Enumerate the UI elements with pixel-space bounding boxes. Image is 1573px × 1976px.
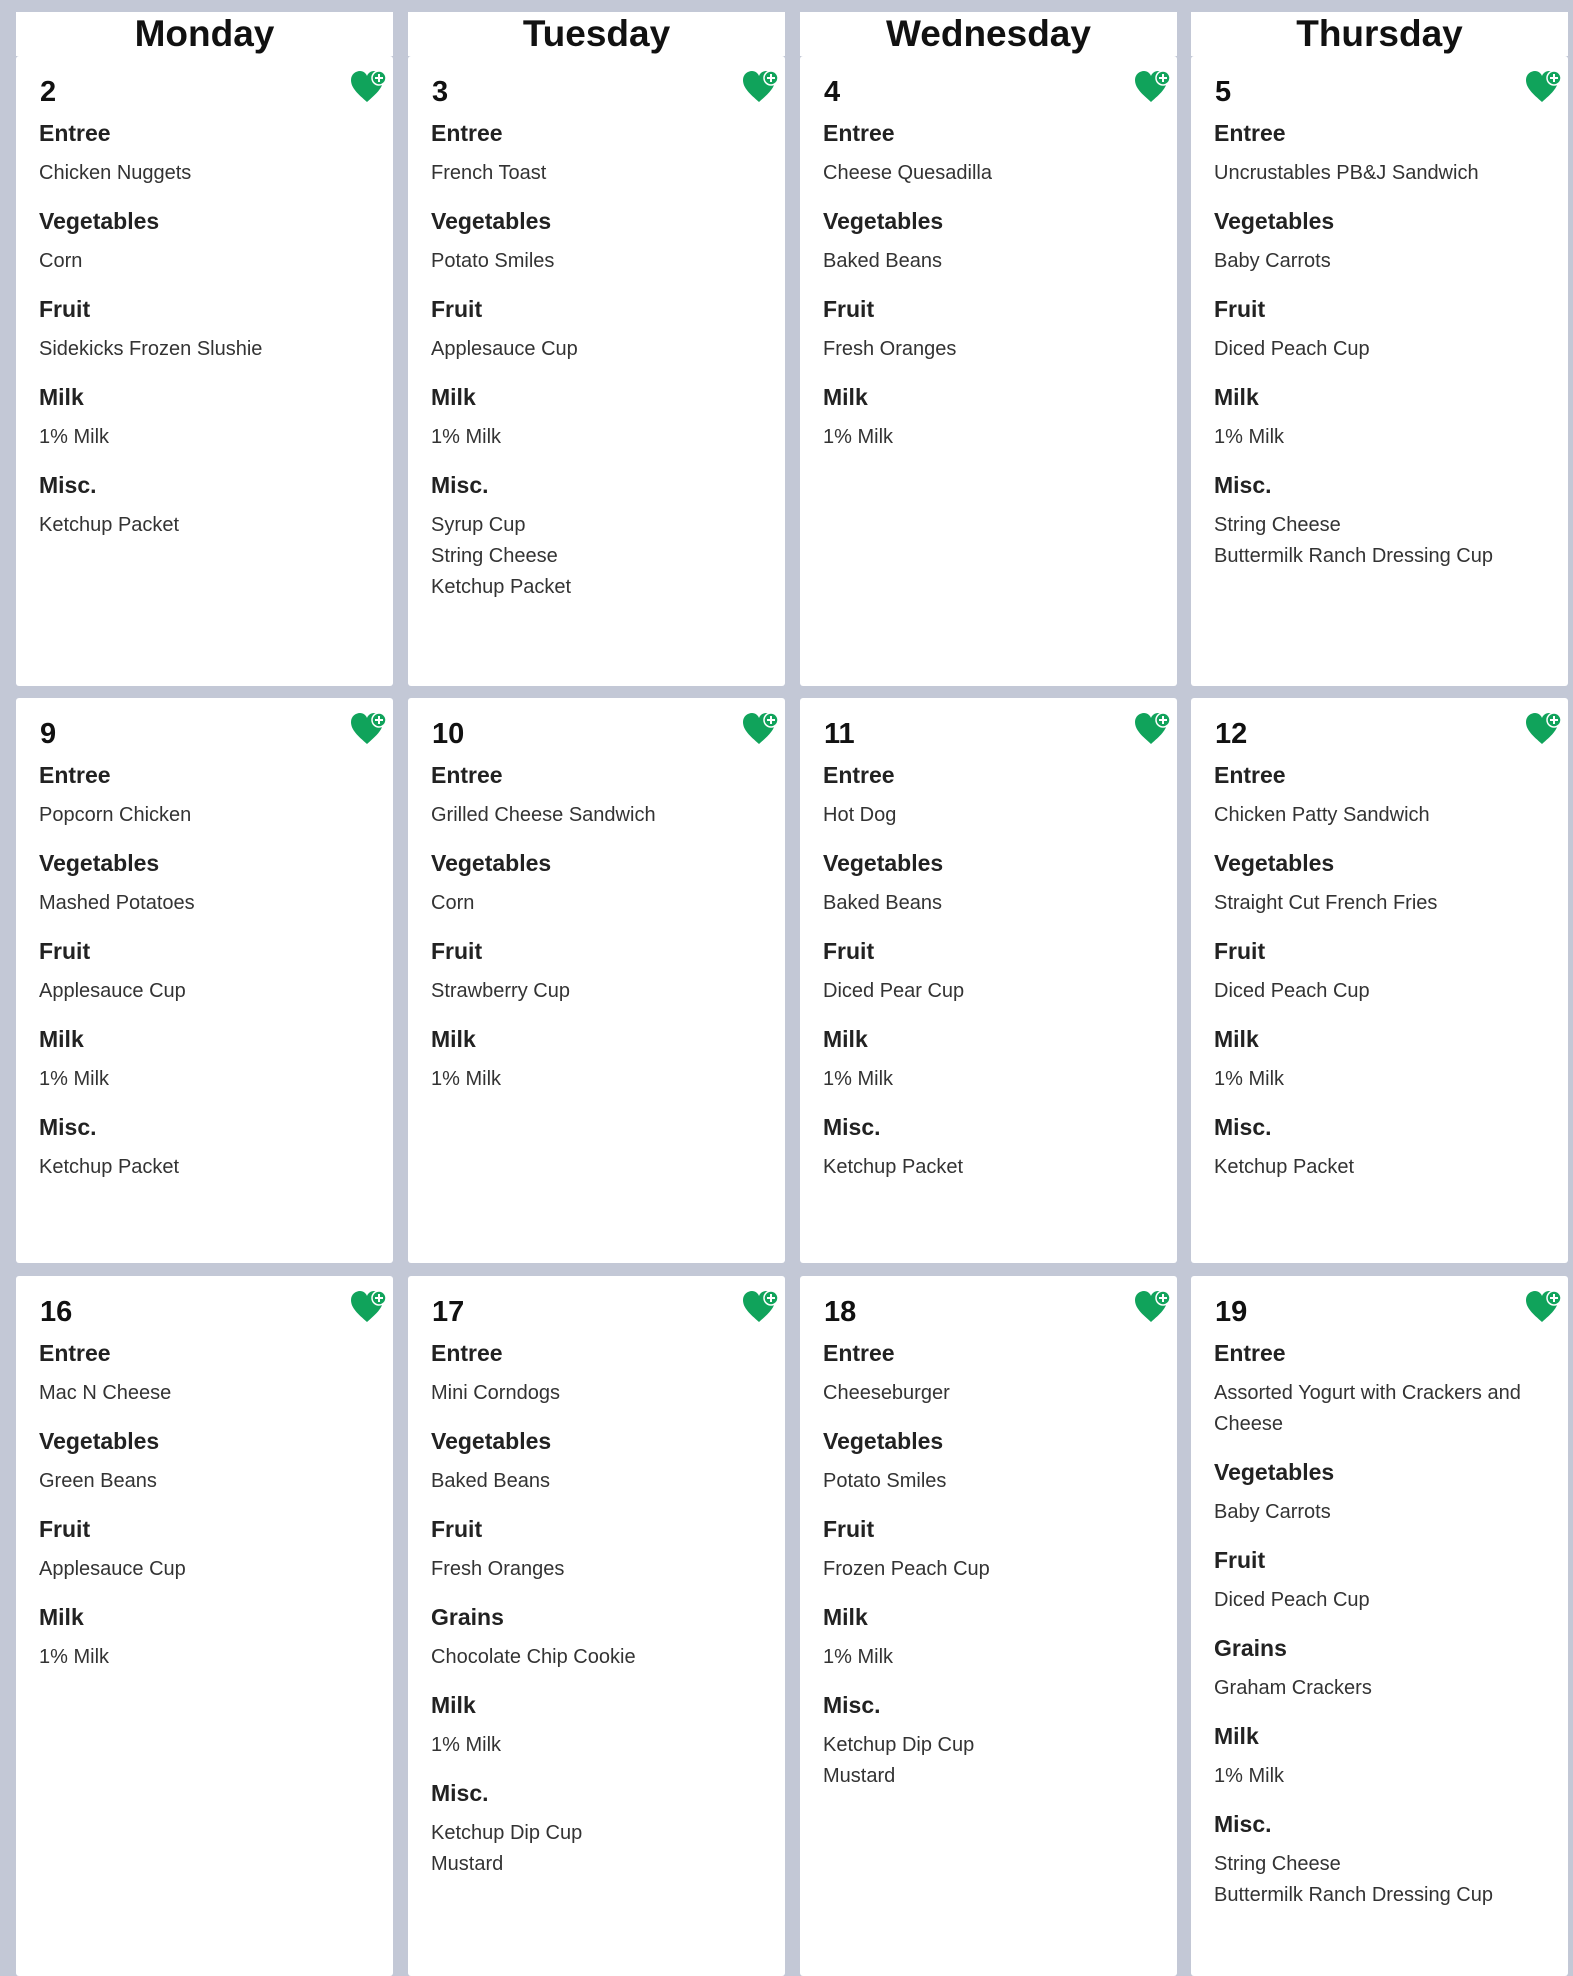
menu-item: Applesauce Cup bbox=[39, 980, 186, 1002]
section-items bbox=[823, 1152, 1167, 1183]
section-items bbox=[823, 422, 1167, 453]
section-items bbox=[431, 888, 775, 919]
section-items bbox=[1214, 888, 1558, 919]
section-title: Fruit bbox=[431, 1516, 483, 1542]
section-title: Milk bbox=[431, 1692, 476, 1718]
day-number: 16 bbox=[40, 1296, 73, 1328]
day-number: 2 bbox=[40, 76, 57, 108]
section-title: Fruit bbox=[1214, 938, 1266, 964]
menu-item: String Cheese bbox=[1214, 514, 1341, 536]
section-title: Milk bbox=[39, 1604, 84, 1630]
section-items bbox=[1214, 334, 1558, 365]
menu-item: 1% Milk bbox=[1214, 1765, 1285, 1787]
menu-item: Ketchup Packet bbox=[39, 1156, 180, 1178]
section-title: Grains bbox=[431, 1604, 504, 1630]
day-number: 10 bbox=[432, 718, 465, 750]
menu-item: Diced Pear Cup bbox=[823, 980, 965, 1002]
heart-plus-icon[interactable] bbox=[742, 712, 780, 746]
day-card bbox=[408, 56, 785, 686]
menu-item: Potato Smiles bbox=[823, 1470, 947, 1492]
section-items bbox=[1214, 422, 1558, 453]
menu-item: Syrup Cup bbox=[431, 514, 526, 536]
section-title: Misc. bbox=[39, 1114, 97, 1140]
section-title: Vegetables bbox=[1214, 1459, 1335, 1485]
section-items bbox=[39, 422, 383, 453]
section-title: Vegetables bbox=[823, 1428, 944, 1454]
day-number: 3 bbox=[432, 76, 449, 108]
section-items bbox=[39, 1064, 383, 1095]
day-number: 17 bbox=[432, 1296, 465, 1328]
section-title: Grains bbox=[1214, 1635, 1287, 1661]
menu-item: Ketchup Packet bbox=[39, 514, 180, 536]
section-items bbox=[1214, 1152, 1558, 1183]
section-items bbox=[431, 246, 775, 277]
section-items bbox=[431, 1378, 775, 1409]
section-items bbox=[823, 334, 1167, 365]
section-items bbox=[1214, 800, 1558, 831]
menu-item: Applesauce Cup bbox=[431, 338, 578, 360]
section-title: Milk bbox=[823, 1604, 868, 1630]
day-card bbox=[1191, 698, 1568, 1263]
section-items bbox=[39, 334, 383, 365]
section-title: Fruit bbox=[823, 938, 875, 964]
menu-item: Mashed Potatoes bbox=[39, 892, 195, 914]
section-title: Milk bbox=[823, 384, 868, 410]
menu-item: 1% Milk bbox=[39, 1068, 110, 1090]
menu-sections bbox=[1214, 118, 1558, 589]
menu-item: Frozen Peach Cup bbox=[823, 1558, 990, 1580]
day-header-wednesday: Wednesday bbox=[800, 12, 1177, 56]
menu-item: Ketchup Packet bbox=[431, 576, 572, 598]
section-items bbox=[39, 1466, 383, 1497]
section-title: Milk bbox=[39, 384, 84, 410]
section-items bbox=[431, 1466, 775, 1497]
menu-item: 1% Milk bbox=[823, 426, 894, 448]
menu-item: Ketchup Dip Cup bbox=[823, 1734, 975, 1756]
section-items bbox=[39, 1152, 383, 1183]
section-items bbox=[39, 158, 383, 189]
day-number: 19 bbox=[1215, 1296, 1248, 1328]
menu-item: 1% Milk bbox=[431, 426, 502, 448]
section-title: Fruit bbox=[823, 1516, 875, 1542]
day-number: 11 bbox=[824, 718, 855, 750]
section-title: Milk bbox=[431, 1026, 476, 1052]
menu-item: Hot Dog bbox=[823, 804, 897, 826]
heart-plus-icon[interactable] bbox=[1134, 1290, 1172, 1324]
heart-plus-icon[interactable] bbox=[1525, 712, 1563, 746]
section-title: Vegetables bbox=[823, 208, 944, 234]
menu-sections bbox=[823, 760, 1167, 1200]
menu-item: Ketchup Dip Cup bbox=[431, 1822, 583, 1844]
section-title: Entree bbox=[431, 1340, 503, 1366]
menu-sections bbox=[823, 1338, 1167, 1809]
section-title: Entree bbox=[823, 762, 895, 788]
day-card bbox=[16, 1276, 393, 1976]
menu-item: Strawberry Cup bbox=[431, 980, 570, 1002]
menu-item: Mini Corndogs bbox=[431, 1382, 560, 1404]
section-items bbox=[431, 334, 775, 365]
menu-item: Graham Crackers bbox=[1214, 1677, 1372, 1699]
heart-plus-icon[interactable] bbox=[1525, 70, 1563, 104]
menu-item: 1% Milk bbox=[1214, 426, 1285, 448]
section-items bbox=[823, 1064, 1167, 1095]
menu-item: Mac N Cheese bbox=[39, 1382, 172, 1404]
section-items bbox=[823, 1642, 1167, 1673]
menu-item: Buttermilk Ranch Dressing Cup bbox=[1214, 545, 1493, 567]
section-items bbox=[431, 976, 775, 1007]
menu-item: Baked Beans bbox=[823, 892, 942, 914]
day-number: 12 bbox=[1215, 718, 1248, 750]
section-items bbox=[1214, 1585, 1558, 1616]
section-items bbox=[823, 800, 1167, 831]
section-title: Milk bbox=[1214, 1026, 1259, 1052]
section-items bbox=[431, 800, 775, 831]
section-title: Vegetables bbox=[1214, 850, 1335, 876]
menu-item: 1% Milk bbox=[39, 426, 110, 448]
menu-item: Ketchup Packet bbox=[1214, 1156, 1355, 1178]
section-title: Misc. bbox=[1214, 472, 1272, 498]
menu-sections bbox=[431, 118, 775, 620]
day-card bbox=[408, 1276, 785, 1976]
menu-item: Baby Carrots bbox=[1214, 1501, 1331, 1523]
section-title: Milk bbox=[1214, 1723, 1259, 1749]
section-items bbox=[39, 800, 383, 831]
menu-item: Baked Beans bbox=[431, 1470, 550, 1492]
menu-item: 1% Milk bbox=[39, 1646, 110, 1668]
menu-item: String Cheese bbox=[1214, 1853, 1341, 1875]
menu-item: Diced Peach Cup bbox=[1214, 1589, 1370, 1611]
section-title: Misc. bbox=[431, 472, 489, 498]
section-items bbox=[39, 1642, 383, 1673]
day-card bbox=[800, 56, 1177, 686]
menu-sections bbox=[1214, 760, 1558, 1200]
day-header-monday: Monday bbox=[16, 12, 393, 56]
menu-item: 1% Milk bbox=[1214, 1068, 1285, 1090]
menu-sections bbox=[39, 760, 383, 1200]
day-number: 9 bbox=[40, 718, 57, 750]
section-items bbox=[431, 1064, 775, 1095]
section-items bbox=[1214, 158, 1558, 189]
menu-item: Cheese bbox=[1214, 1413, 1283, 1435]
menu-item: Diced Peach Cup bbox=[1214, 980, 1370, 1002]
section-title: Milk bbox=[1214, 384, 1259, 410]
section-items bbox=[823, 976, 1167, 1007]
day-number: 5 bbox=[1215, 76, 1232, 108]
menu-sections bbox=[431, 760, 775, 1112]
menu-item: 1% Milk bbox=[823, 1068, 894, 1090]
day-card bbox=[16, 56, 393, 686]
section-title: Misc. bbox=[39, 472, 97, 498]
menu-item: Uncrustables PB&J Sandwich bbox=[1214, 162, 1479, 184]
menu-item: Assorted Yogurt with Crackers and bbox=[1214, 1382, 1521, 1404]
day-header-thursday: Thursday bbox=[1191, 12, 1568, 56]
section-title: Milk bbox=[431, 384, 476, 410]
section-title: Misc. bbox=[1214, 1811, 1272, 1837]
section-title: Entree bbox=[1214, 1340, 1286, 1366]
section-items bbox=[431, 158, 775, 189]
section-title: Misc. bbox=[431, 1780, 489, 1806]
section-items bbox=[1214, 1673, 1558, 1704]
heart-plus-icon[interactable] bbox=[350, 70, 388, 104]
section-title: Fruit bbox=[39, 938, 91, 964]
section-title: Vegetables bbox=[431, 850, 552, 876]
menu-item: Green Beans bbox=[39, 1470, 157, 1492]
heart-plus-icon[interactable] bbox=[1134, 712, 1172, 746]
menu-item: Cheese Quesadilla bbox=[823, 162, 992, 184]
section-items bbox=[39, 510, 383, 541]
section-items bbox=[823, 246, 1167, 277]
menu-item: 1% Milk bbox=[431, 1734, 502, 1756]
section-items bbox=[823, 1466, 1167, 1497]
section-title: Fruit bbox=[431, 938, 483, 964]
section-items bbox=[431, 1554, 775, 1585]
section-items bbox=[39, 888, 383, 919]
day-number: 18 bbox=[824, 1296, 857, 1328]
menu-item: Diced Peach Cup bbox=[1214, 338, 1370, 360]
section-title: Misc. bbox=[823, 1114, 881, 1140]
section-title: Fruit bbox=[1214, 296, 1266, 322]
section-title: Vegetables bbox=[1214, 208, 1335, 234]
section-title: Entree bbox=[431, 762, 503, 788]
menu-item: Chicken Patty Sandwich bbox=[1214, 804, 1430, 826]
day-card bbox=[408, 698, 785, 1263]
section-title: Fruit bbox=[823, 296, 875, 322]
section-title: Milk bbox=[823, 1026, 868, 1052]
menu-item: Potato Smiles bbox=[431, 250, 555, 272]
day-card bbox=[800, 1276, 1177, 1976]
section-items bbox=[823, 158, 1167, 189]
section-items bbox=[1214, 510, 1558, 572]
section-items bbox=[823, 1554, 1167, 1585]
section-items bbox=[431, 1818, 775, 1880]
section-title: Entree bbox=[39, 762, 111, 788]
menu-sections bbox=[431, 1338, 775, 1897]
menu-item: Mustard bbox=[431, 1853, 504, 1875]
section-items bbox=[1214, 1849, 1558, 1911]
section-items bbox=[1214, 1761, 1558, 1792]
section-title: Entree bbox=[1214, 120, 1286, 146]
section-items bbox=[39, 246, 383, 277]
heart-plus-icon[interactable] bbox=[350, 1290, 388, 1324]
section-items bbox=[1214, 1497, 1558, 1528]
section-title: Vegetables bbox=[431, 208, 552, 234]
menu-sections bbox=[39, 1338, 383, 1690]
section-items bbox=[1214, 1064, 1558, 1095]
day-header-tuesday: Tuesday bbox=[408, 12, 785, 56]
section-items bbox=[431, 1730, 775, 1761]
section-title: Entree bbox=[39, 120, 111, 146]
heart-plus-icon[interactable] bbox=[350, 712, 388, 746]
menu-item: Fresh Oranges bbox=[823, 338, 957, 360]
section-title: Misc. bbox=[1214, 1114, 1272, 1140]
section-title: Vegetables bbox=[39, 850, 160, 876]
heart-plus-icon[interactable] bbox=[1525, 1290, 1563, 1324]
section-title: Vegetables bbox=[823, 850, 944, 876]
section-items bbox=[431, 1642, 775, 1673]
section-title: Fruit bbox=[39, 1516, 91, 1542]
section-items bbox=[39, 1378, 383, 1409]
section-items bbox=[431, 422, 775, 453]
section-items bbox=[823, 1378, 1167, 1409]
menu-item: Straight Cut French Fries bbox=[1214, 892, 1438, 914]
section-title: Entree bbox=[823, 1340, 895, 1366]
menu-item: Buttermilk Ranch Dressing Cup bbox=[1214, 1884, 1493, 1906]
menu-item: String Cheese bbox=[431, 545, 558, 567]
menu-item: Popcorn Chicken bbox=[39, 804, 192, 826]
menu-item: Ketchup Packet bbox=[823, 1156, 964, 1178]
menu-item: Applesauce Cup bbox=[39, 1558, 186, 1580]
section-title: Vegetables bbox=[431, 1428, 552, 1454]
section-title: Misc. bbox=[823, 1692, 881, 1718]
section-items bbox=[823, 1730, 1167, 1792]
menu-item: Chicken Nuggets bbox=[39, 162, 192, 184]
menu-item: Corn bbox=[431, 892, 475, 914]
section-items bbox=[39, 976, 383, 1007]
section-title: Fruit bbox=[431, 296, 483, 322]
day-card bbox=[800, 698, 1177, 1263]
section-title: Vegetables bbox=[39, 208, 160, 234]
section-title: Vegetables bbox=[39, 1428, 160, 1454]
menu-sections bbox=[39, 118, 383, 558]
menu-item: French Toast bbox=[431, 162, 547, 184]
section-title: Milk bbox=[39, 1026, 84, 1052]
menu-item: Sidekicks Frozen Slushie bbox=[39, 338, 263, 360]
section-items bbox=[1214, 976, 1558, 1007]
section-title: Entree bbox=[823, 120, 895, 146]
heart-plus-icon[interactable] bbox=[1134, 70, 1172, 104]
section-items bbox=[823, 888, 1167, 919]
section-title: Entree bbox=[39, 1340, 111, 1366]
section-title: Entree bbox=[431, 120, 503, 146]
menu-item: Corn bbox=[39, 250, 83, 272]
menu-item: Cheeseburger bbox=[823, 1382, 950, 1404]
section-items bbox=[1214, 246, 1558, 277]
menu-item: Chocolate Chip Cookie bbox=[431, 1646, 636, 1668]
day-card bbox=[1191, 56, 1568, 686]
menu-item: Baked Beans bbox=[823, 250, 942, 272]
menu-sections bbox=[1214, 1338, 1558, 1928]
section-title: Entree bbox=[1214, 762, 1286, 788]
menu-item: Baby Carrots bbox=[1214, 250, 1331, 272]
heart-plus-icon[interactable] bbox=[742, 70, 780, 104]
menu-item: 1% Milk bbox=[823, 1646, 894, 1668]
menu-item: Mustard bbox=[823, 1765, 896, 1787]
section-title: Fruit bbox=[1214, 1547, 1266, 1573]
section-items bbox=[39, 1554, 383, 1585]
menu-item: Fresh Oranges bbox=[431, 1558, 565, 1580]
heart-plus-icon[interactable] bbox=[742, 1290, 780, 1324]
menu-item: Grilled Cheese Sandwich bbox=[431, 804, 656, 826]
day-number: 4 bbox=[824, 76, 841, 108]
menu-item: 1% Milk bbox=[431, 1068, 502, 1090]
section-items bbox=[1214, 1378, 1558, 1440]
section-title: Fruit bbox=[39, 296, 91, 322]
day-card bbox=[1191, 1276, 1568, 1976]
section-items bbox=[431, 510, 775, 603]
day-card bbox=[16, 698, 393, 1263]
menu-sections bbox=[823, 118, 1167, 470]
